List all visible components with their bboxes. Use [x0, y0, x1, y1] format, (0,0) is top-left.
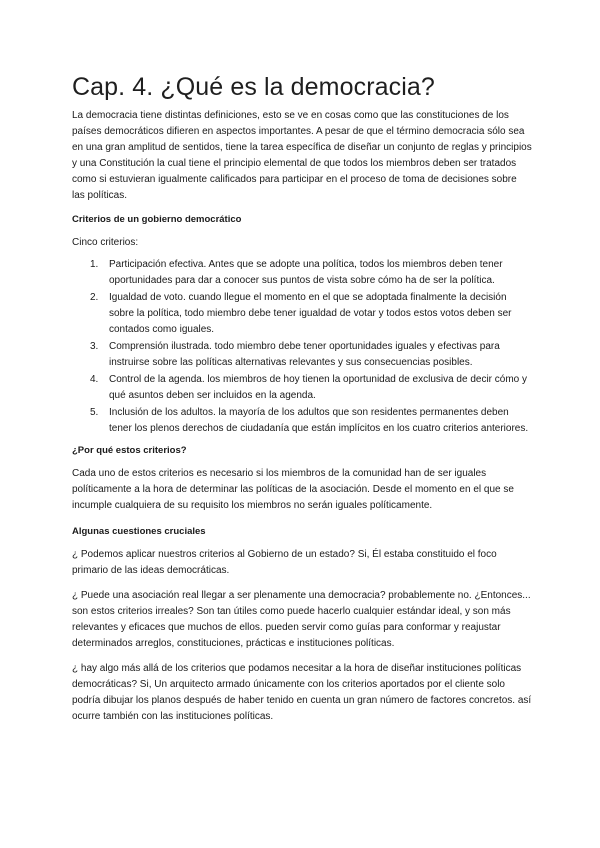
- criteria-list: [72, 257, 532, 437]
- section-heading-criteria: Criterios de un gobierno democrático: [72, 214, 242, 225]
- document-page: [72, 70, 532, 734]
- criteria-number: 5.: [90, 407, 99, 418]
- question-paragraph: ¿ Podemos aplicar nuestros criterios al Gobierno de un estado? Si, Él estaba constituido el foco primario de las ideas democráticas.: [72, 549, 497, 576]
- criteria-text: Comprensión ilustrada. todo miembro debe tener oportunidades iguales y efectivas para instruirse sobre las políticas alternativas relevantes y sus consecuencias posibles.: [109, 341, 500, 368]
- criteria-number: 3.: [90, 341, 99, 352]
- criteria-item: [90, 339, 532, 371]
- criteria-item: [90, 290, 532, 338]
- criteria-item: [90, 372, 532, 404]
- criteria-text: Igualdad de voto. cuando llegue el momento en el que se adoptada finalmente la decisión sobre la política, todo miembro debe tener igualdad de votar y todos estos votos deben ser contados como iguales.: [109, 292, 512, 335]
- intro-paragraph: La democracia tiene distintas definiciones, esto se ve en cosas como que las constituciones de los países democráticos difieren en aspectos importantes. A pesar de que el término democracia sólo sea en una gran amplitud de sentidos, tiene la tarea específica de diseñar un conjunto de reglas y principios y una Constitución la cual tiene el principio elemental de que todos los miembros deben ser tratados como si estuvieran igualmente calificados para participar en el proceso de toma de decisiones sobre las políticas.: [72, 110, 532, 201]
- section-heading-crucial-questions: Algunas cuestiones cruciales: [72, 526, 206, 537]
- criteria-item: [90, 257, 532, 289]
- criteria-item: [90, 405, 532, 437]
- question-paragraph: ¿ hay algo más allá de los criterios que podamos necesitar a la hora de diseñar instituciones políticas democráticas? Si, Un arquitecto armado únicamente con los criterios aportados por el cliente solo podría dibujar los planos después de haber tenido en cuenta un gran número de factores concretos. así ocurre también con las instituciones políticas.: [72, 663, 532, 722]
- section-heading-why: ¿Por qué estos criterios?: [72, 445, 187, 456]
- criteria-number: 1.: [90, 259, 99, 270]
- criteria-text: Inclusión de los adultos. la mayoría de los adultos que son residentes permanentes deben tener los plenos derechos de ciudadanía que están implícitos en los cuatro criterios anteriores.: [109, 407, 529, 434]
- question-paragraph: ¿ Puede una asociación real llegar a ser plenamente una democracia? probablemente no. ¿Entonces... son estos criterios irreales? Son tan útiles como puede hacerlo cualquier estándar ideal, y son más relevantes y eficaces que muchos de ellos. pueden servir como guías para conformar y reajustar determinados arreglos, constituciones, prácticas e instituciones políticas.: [72, 590, 531, 649]
- page-title: Cap. 4. ¿Qué es la democracia?: [72, 73, 435, 101]
- criteria-text: Control de la agenda. los miembros de hoy tienen la oportunidad de exclusiva de decir cómo y qué asuntos deben ser incluidos en la agenda.: [109, 374, 528, 401]
- criteria-number: 2.: [90, 292, 99, 303]
- why-paragraph: Cada uno de estos criterios es necesario si los miembros de la comunidad han de ser iguales políticamente a la hora de determinar las políticas de la asociación. Desde el momento en el que se incumple cualquiera de su requisito los miembros no serán iguales políticamente.: [72, 468, 514, 511]
- criteria-lead: Cinco criterios:: [72, 237, 139, 248]
- criteria-text: Participación efectiva. Antes que se adopte una política, todos los miembros deben tener oportunidades para dar a conocer sus puntos de vista sobre cómo ha de ser la política.: [109, 259, 503, 286]
- criteria-number: 4.: [90, 374, 99, 385]
